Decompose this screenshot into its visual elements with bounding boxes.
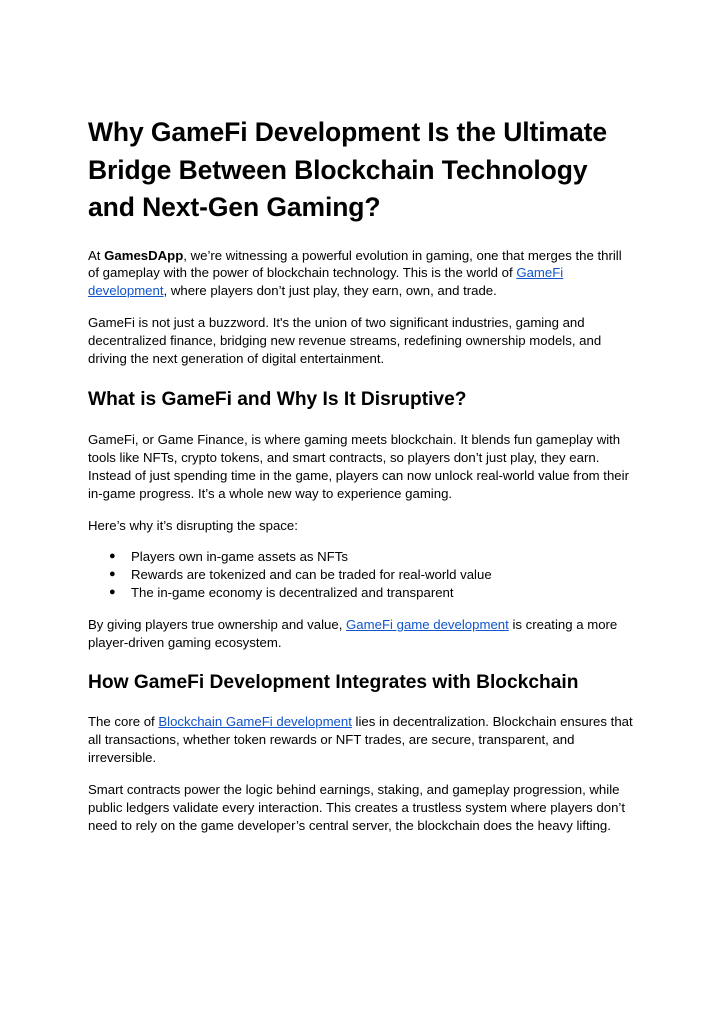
- disrupting-intro-paragraph: Here’s why it’s disrupting the space:: [88, 517, 298, 533]
- bullet-item: ● Rewards are tokenized and can be traded for real-world value: [109, 567, 492, 583]
- bullet-icon: ●: [109, 586, 116, 599]
- buzzword-paragraph: GameFi is not just a buzzword. It's the union of two significant industries, gaming and decentralized finance, bridging new revenue streams, redefining ownership models, and driving the next generation of digital entertainment.: [88, 315, 602, 367]
- intro-text: , we’re witnessing a powerful evolution in gaming, one that merges the thrill of gameplay with the power of blockchain technology. This is the world of: [88, 247, 622, 281]
- section-heading-what-is-gamefi: What is GameFi and Why Is It Disruptive?: [88, 388, 467, 410]
- gamefi-game-development-link[interactable]: GameFi game development: [346, 617, 509, 633]
- bullet-item: ● The in-game economy is decentralized and transparent: [109, 585, 454, 601]
- blockchain-gamefi-development-link[interactable]: Blockchain GameFi development: [158, 714, 352, 729]
- brand-name: GamesDApp: [104, 247, 184, 263]
- ownership-paragraph: By giving players true ownership and value, GameFi game development is creating a more player-driven gaming ecosystem.: [88, 617, 618, 651]
- section-heading-integration: How GameFi Development Integrates with Blockchain: [88, 672, 579, 693]
- bullet-icon: ●: [109, 550, 116, 563]
- bullet-icon: ●: [109, 568, 116, 581]
- document-title: Why GameFi Development Is the Ultimate Bridge Between Blockchain Technology and Next-Gen Gaming?: [88, 117, 607, 222]
- document-page: [88, 114, 636, 834]
- intro-prefix: At: [88, 247, 105, 263]
- smart-contracts-paragraph: Smart contracts power the logic behind earnings, staking, and gameplay progression, while public ledgers validate every interaction. This creates a trustless system where players don’t need to rely on the game developer’s central server, the blockchain does the heavy lifting.: [88, 781, 626, 833]
- gamefi-definition-paragraph: GameFi, or Game Finance, is where gaming meets blockchain. It blends fun gameplay with tools like NFTs, crypto tokens, and smart contracts, so players don’t just play, they earn. Instead of just spending time in the game, players can now unlock real-world value from their in-game progress. It’s a whole new way to experience gaming.: [88, 431, 629, 501]
- disruption-bullet-list: [88, 548, 636, 602]
- intro-paragraph: [88, 247, 636, 301]
- intro-suffix: , where players don’t just play, they earn, own, and trade.: [163, 283, 497, 299]
- bullet-item: ● Players own in-game assets as NFTs: [109, 549, 348, 565]
- gamefi-development-link[interactable]: GameFi development: [88, 265, 564, 299]
- decentralization-paragraph: The core of Blockchain GameFi development lies in decentralization. Blockchain ensures that all transactions, whether token rewards or NFT trades, are secure, transparent, and irreversible.: [88, 714, 633, 765]
